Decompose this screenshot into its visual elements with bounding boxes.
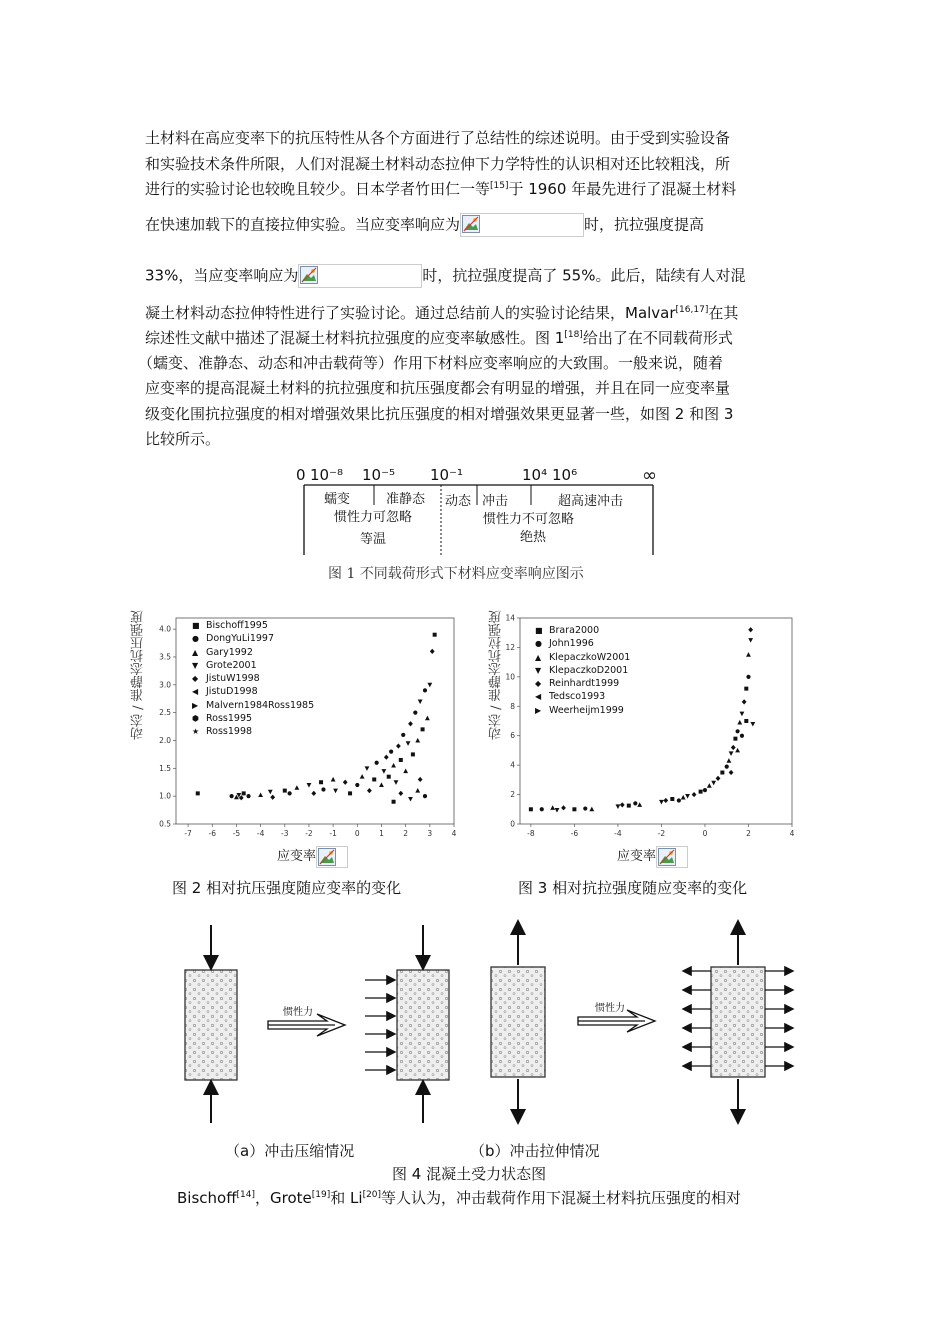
fig2-legend-marker: ■ xyxy=(192,621,200,630)
fig1-inertia-not-negligible: 惯性力不可忽略 xyxy=(483,512,575,527)
fig3-y-tick-label: 10 xyxy=(505,672,515,682)
fig4-lateral-arrows-inward xyxy=(365,980,394,1070)
fig2-legend-label: Ross1998 xyxy=(206,726,253,738)
fig3-data-point xyxy=(740,734,744,738)
fig2-data-point xyxy=(394,780,399,785)
fig2-data-point xyxy=(379,782,384,787)
fig2-x-unit-image xyxy=(316,846,348,868)
body-line-5 xyxy=(145,264,745,288)
fig3-data-point xyxy=(742,699,747,704)
fig3-x-tick-label: -2 xyxy=(657,829,666,838)
fig2-data-point xyxy=(355,783,359,787)
fig3-data-point xyxy=(681,795,686,800)
fig3-legend-marker: ▼ xyxy=(535,665,542,675)
body-line-11: 比较所示。 xyxy=(145,430,221,448)
fig2-data-point xyxy=(381,769,386,774)
fig2-legend-item xyxy=(192,699,314,712)
last-line-text-a: Bischoff xyxy=(177,1189,237,1207)
fig2-data-point xyxy=(268,790,273,795)
fig2-legend-item xyxy=(192,725,314,738)
fig3-x-axis-label-text: 应变率 xyxy=(617,849,657,864)
figure-1-caption: 图 1 不同载荷形式下材料应变率响应图示 xyxy=(328,566,584,582)
fig3-x-tick-label: -8 xyxy=(527,829,535,838)
citation-14: [14] xyxy=(236,1190,256,1200)
fig2-data-point xyxy=(348,791,352,795)
fig2-data-point xyxy=(242,791,246,795)
fig2-data-point xyxy=(401,733,405,737)
fig2-data-point xyxy=(384,755,389,760)
fig2-legend-item xyxy=(192,632,314,645)
fig4-specimen-b1 xyxy=(491,967,545,1077)
equation-image-1 xyxy=(460,213,584,237)
fig3-data-point xyxy=(720,771,724,775)
fig3-data-point xyxy=(736,729,740,733)
body-last-line xyxy=(177,1187,741,1208)
fig2-legend-item xyxy=(192,659,314,672)
fig2-x-tick-label: 2 xyxy=(403,829,409,838)
fig3-legend-marker: ▶ xyxy=(535,705,542,715)
fig2-data-point xyxy=(319,780,323,784)
fig3-data-point xyxy=(726,758,731,763)
fig2-legend-marker: ◆ xyxy=(192,674,199,684)
fig3-x-tick-label: -6 xyxy=(570,829,579,838)
fig3-y-tick-label: 14 xyxy=(505,613,515,623)
fig2-legend-label: JistuW1998 xyxy=(206,673,260,685)
fig3-legend-item xyxy=(535,664,630,677)
body-line-2: 和实验技术条件所限，人们对混凝土材料动态拉伸下力学特性的认识相对还比较粗浅，所 xyxy=(145,155,731,173)
fig3-x-tick-label: -4 xyxy=(614,829,622,838)
fig3-data-point xyxy=(589,807,594,812)
fig3-data-point xyxy=(633,801,637,805)
body-line-1: 土材料在高应变率下的抗压特性从各个方面进行了总结性的综述说明。由于受到实验设备 xyxy=(145,129,731,147)
fig2-data-point xyxy=(283,789,287,793)
fig2-legend-label: JistuD1998 xyxy=(206,686,258,698)
body-line-7-text-b: 给出了在不同载荷形式 xyxy=(582,329,733,347)
fig2-data-point xyxy=(331,777,336,782)
body-line-8: （蠕变、准静态、动态和冲击载荷等）作用下材料应变率响应的大致围。一般来说，随着 xyxy=(138,354,724,372)
fig4-inertia-arrow-a xyxy=(268,1005,345,1036)
fig3-legend-label: Tedsco1993 xyxy=(549,691,606,703)
fig1-tick-1e-5: 10⁻⁵ xyxy=(362,466,396,484)
fig2-x-tick-label: -4 xyxy=(256,829,265,838)
fig3-data-point xyxy=(659,800,664,805)
fig2-data-point xyxy=(270,795,275,800)
fig2-y-tick-label: 2.0 xyxy=(159,735,171,745)
fig3-data-point xyxy=(733,737,737,741)
body-line-3-text: 进行的实验讨论也较晚且较少。日本学者竹田仁一等 xyxy=(145,180,491,198)
fig3-legend-marker: ▲ xyxy=(535,652,542,662)
fig3-x-unit-image xyxy=(656,846,688,868)
fig2-data-point xyxy=(294,785,299,790)
fig2-legend-marker: ▲ xyxy=(192,647,199,657)
last-line-text-d: 等人认为，冲击载荷作用下混凝土材料抗压强度的相对 xyxy=(381,1189,742,1207)
fig2-data-point xyxy=(411,752,415,756)
fig3-legend-item xyxy=(535,624,630,637)
fig3-data-point xyxy=(637,802,642,807)
fig2-data-point xyxy=(408,797,413,802)
fig2-y-tick-label: 1.0 xyxy=(159,791,171,801)
fig2-legend-marker: ⬢ xyxy=(192,714,199,724)
fig3-legend-label: Brara2000 xyxy=(549,625,600,636)
body-line-7-text: 综述性文献中描述了混凝土材料抗拉强度的应变率敏感性。图 1 xyxy=(145,329,565,347)
fig4-subcaption-b: （b）冲击拉伸情况 xyxy=(470,1142,600,1160)
fig3-x-tick-label: 2 xyxy=(746,829,751,838)
fig1-tick-1e6: 10⁶ xyxy=(552,466,578,484)
fig3-legend-item xyxy=(535,651,630,664)
body-line-10: 级变化围抗拉强度的相对增强效果比抗压强度的相对增强效果更显著一些，如图 2 和图 3 xyxy=(145,405,734,423)
fig2-data-point xyxy=(307,783,312,788)
fig3-legend-label: Reinhardt1999 xyxy=(549,678,620,690)
fig2-data-point xyxy=(403,769,408,774)
fig1-inertia-negligible: 惯性力可忽略 xyxy=(334,510,413,525)
broken-image-icon xyxy=(658,848,676,866)
fig1-tick-infinity: ∞ xyxy=(642,465,657,486)
fig1-adiabatic: 绝热 xyxy=(520,530,547,545)
fig2-data-point xyxy=(396,743,401,748)
fig3-legend-marker: ◆ xyxy=(535,679,542,689)
fig2-data-point xyxy=(423,794,427,798)
last-line-text-c: 和 Li xyxy=(330,1189,363,1207)
fig2-legend-item xyxy=(192,646,314,659)
fig2-data-point xyxy=(365,766,370,771)
fig3-data-point xyxy=(744,687,748,691)
fig3-legend xyxy=(535,624,630,717)
fig2-data-point xyxy=(391,763,396,768)
fig4-specimen-a2 xyxy=(397,970,449,1080)
fig1-region-creep: 蠕变 xyxy=(324,492,351,507)
fig3-data-point xyxy=(572,807,576,811)
fig2-x-tick-label: -6 xyxy=(208,829,217,838)
fig2-legend-marker: ▼ xyxy=(192,660,199,670)
fig2-x-axis-label xyxy=(277,845,348,868)
fig3-data-point xyxy=(740,712,745,717)
fig3-data-point xyxy=(729,770,734,775)
broken-image-icon xyxy=(300,266,318,284)
fig2-data-point xyxy=(398,791,403,796)
fig3-data-point xyxy=(677,798,681,802)
fig2-legend-item xyxy=(192,619,314,632)
body-line-3-text-b: 于 1960 年最先进行了混凝土材料 xyxy=(508,180,737,198)
fig3-data-point xyxy=(750,722,755,727)
body-line-6-text: 凝土材料动态拉伸特性进行了实验讨论。通过总结前人的实验讨论结果，Malvar xyxy=(145,304,676,322)
fig2-data-point xyxy=(418,700,423,705)
fig2-legend-label: Grote2001 xyxy=(206,659,257,671)
fig3-data-point xyxy=(561,805,566,810)
fig3-legend-item xyxy=(535,690,630,703)
fig2-x-tick-label: 4 xyxy=(451,829,457,838)
fig1-tick-0: 0 xyxy=(296,466,306,484)
fig3-legend-marker: ■ xyxy=(535,626,543,635)
fig2-legend-item xyxy=(192,712,314,725)
fig2-data-point xyxy=(430,649,435,654)
fig3-y-axis-label: 动态 / 准静态抗拉强度 xyxy=(489,610,504,740)
fig3-x-tick-label: 4 xyxy=(789,829,795,838)
body-line-4-text: 在快速加载下的直接拉伸实验。当应变率响应为 xyxy=(145,215,461,234)
citation-20: [20] xyxy=(362,1190,382,1200)
fig3-legend-label: KlepaczkoW2001 xyxy=(549,651,631,663)
fig2-data-point xyxy=(418,777,423,782)
fig3-legend-item xyxy=(535,637,630,650)
fig3-data-point xyxy=(663,798,668,803)
body-line-3 xyxy=(145,178,736,199)
fig2-y-tick-label: 1.5 xyxy=(159,763,171,773)
fig3-data-point xyxy=(540,807,544,811)
fig2-data-point xyxy=(372,777,376,781)
citation-16-17: [16,17] xyxy=(675,305,709,315)
fig2-data-point xyxy=(311,791,316,796)
fig2-y-tick-label: 4.0 xyxy=(159,624,171,634)
fig3-data-point xyxy=(685,794,690,799)
fig3-data-point xyxy=(735,748,740,753)
fig3-data-point xyxy=(627,804,631,808)
fig2-data-point xyxy=(425,716,430,721)
fig3-legend-item xyxy=(535,677,630,690)
fig3-legend-label: KlepaczkoD2001 xyxy=(549,664,629,676)
fig2-data-point xyxy=(333,789,338,794)
fig2-data-point xyxy=(230,794,234,798)
fig2-y-tick-label: 0.5 xyxy=(159,819,171,829)
fig1-isothermal: 等温 xyxy=(360,532,387,547)
fig3-data-point xyxy=(555,808,560,813)
fig2-x-tick-label: 3 xyxy=(427,829,433,838)
fig3-data-point xyxy=(550,805,555,810)
fig2-legend-label: Gary1992 xyxy=(206,646,253,658)
fig1-region-quasistatic: 准静态 xyxy=(386,492,426,507)
fig3-y-tick-label: 8 xyxy=(510,701,515,711)
fig2-data-point xyxy=(387,775,391,779)
fig3-legend-item xyxy=(535,704,630,717)
fig3-data-point xyxy=(737,720,742,725)
fig3-legend-label: John1996 xyxy=(549,638,594,650)
fig2-x-tick-label: -3 xyxy=(281,829,289,838)
fig2-legend-label: Malvern1984Ross1985 xyxy=(206,699,315,711)
fig4-subcaption-a: （a）冲击压缩情况 xyxy=(225,1142,355,1160)
fig2-x-tick-label: 0 xyxy=(354,829,360,838)
fig2-x-axis-label-text: 应变率 xyxy=(277,849,317,864)
fig2-y-tick-label: 3.5 xyxy=(159,652,171,662)
fig2-data-point xyxy=(288,791,292,795)
fig1-tick-1e4: 10⁴ xyxy=(522,466,548,484)
fig2-data-point xyxy=(423,688,427,692)
fig3-data-point xyxy=(746,675,750,679)
last-line-text-b: ，Grote xyxy=(255,1189,312,1207)
body-line-5-text-b: 时，抗拉强度提高了 55%。此后，陆续有人对混 xyxy=(422,266,746,285)
fig3-data-point xyxy=(748,638,753,643)
fig1-region-hypervelocity: 超高速冲击 xyxy=(558,494,624,509)
fig3-data-point xyxy=(731,745,736,750)
fig2-data-point xyxy=(433,633,437,637)
fig3-data-point xyxy=(703,788,707,792)
fig2-legend-marker: ▶ xyxy=(192,700,199,710)
fig3-data-point xyxy=(529,807,533,811)
fig2-y-tick-label: 2.5 xyxy=(159,708,171,718)
citation-19: [19] xyxy=(311,1190,331,1200)
fig2-data-point xyxy=(360,774,365,779)
fig1-tick-1e-8: 10⁻⁸ xyxy=(310,466,344,484)
fig2-data-point xyxy=(246,794,250,798)
fig2-y-tick-label: 3.0 xyxy=(159,680,171,690)
fig2-x-tick-label: -2 xyxy=(305,829,313,838)
fig2-data-point xyxy=(427,683,432,688)
fig2-data-point xyxy=(413,711,417,715)
fig4-inertia-label-b: 惯性力 xyxy=(595,1003,625,1014)
fig2-data-point xyxy=(421,727,425,731)
fig2-data-point xyxy=(258,792,263,797)
fig3-data-point xyxy=(729,751,734,756)
figure-1-strain-rate-scale xyxy=(290,460,670,560)
fig3-data-point xyxy=(620,802,625,807)
fig3-data-point xyxy=(744,719,748,723)
fig3-data-point xyxy=(616,804,621,809)
fig3-y-tick-label: 12 xyxy=(505,642,515,652)
fig2-data-point xyxy=(375,761,379,765)
fig2-data-point xyxy=(196,791,200,795)
fig3-data-point xyxy=(699,790,703,794)
fig1-tick-1e-1: 10⁻¹ xyxy=(430,466,464,484)
fig2-data-point xyxy=(406,741,411,746)
fig3-y-tick-label: 6 xyxy=(510,731,515,741)
fig2-legend-marker: ◀ xyxy=(192,687,199,697)
fig3-y-tick-label: 0 xyxy=(510,819,515,829)
body-line-5-text: 33%，当应变率响应为 xyxy=(145,266,299,285)
figure-2-caption: 图 2 相对抗压强度随应变率的变化 xyxy=(172,879,402,897)
fig3-data-point xyxy=(748,627,753,632)
fig2-legend-item xyxy=(192,685,314,698)
body-line-6-text-b: 在其 xyxy=(708,304,739,322)
figure-4-caption: 图 4 混凝土受力状态图 xyxy=(392,1165,547,1183)
fig3-y-tick-label: 4 xyxy=(510,760,515,770)
fig2-data-point xyxy=(321,787,325,791)
broken-image-icon xyxy=(462,215,480,233)
fig2-y-axis-label: 动态 / 准静态抗压强度 xyxy=(131,610,146,740)
fig3-data-point xyxy=(725,765,729,769)
fig2-legend-label: DongYuLi1997 xyxy=(206,633,275,645)
figure-4-stress-state-diagram xyxy=(165,915,815,1135)
citation-15: [15] xyxy=(490,181,509,191)
fig2-data-point xyxy=(415,738,420,743)
fig2-x-tick-label: -5 xyxy=(232,829,241,838)
fig2-legend-item xyxy=(192,672,314,685)
fig2-x-tick-label: 1 xyxy=(379,829,384,838)
fig3-data-point xyxy=(707,783,712,788)
fig3-legend-label: Weerheijm1999 xyxy=(549,704,624,716)
citation-18: [18] xyxy=(564,330,583,340)
fig4-specimen-a1 xyxy=(185,970,237,1080)
fig3-x-axis-label xyxy=(617,845,688,868)
equation-image-2 xyxy=(298,264,422,288)
body-line-7 xyxy=(145,327,733,348)
fig4-specimen-b2 xyxy=(711,967,765,1077)
fig2-data-point xyxy=(399,758,403,762)
fig1-region-dynamic: 动态 xyxy=(445,494,472,509)
broken-image-icon xyxy=(318,848,336,866)
body-line-4-text-b: 时，抗拉强度提高 xyxy=(584,215,705,234)
fig2-legend-label: Ross1995 xyxy=(206,713,253,725)
fig2-data-point xyxy=(392,800,396,804)
fig2-data-point xyxy=(367,788,372,793)
fig2-legend-label: Bischoff1995 xyxy=(206,620,268,631)
fig4-inertia-arrow-b xyxy=(578,1001,655,1032)
fig2-data-point xyxy=(408,721,413,726)
fig3-legend-marker: ◀ xyxy=(535,692,542,702)
figure-3-caption: 图 3 相对抗拉强度随应变率的变化 xyxy=(518,879,748,897)
fig2-data-point xyxy=(389,750,393,754)
fig3-y-tick-label: 2 xyxy=(510,790,515,800)
fig3-x-tick-label: 0 xyxy=(702,829,708,838)
fig2-data-point xyxy=(343,780,348,785)
fig2-data-point xyxy=(415,788,420,793)
body-line-4 xyxy=(145,213,704,237)
body-line-9: 应变率的提高混凝土材料的抗拉强度和抗压强度都会有明显的增强，并且在同一应变率量 xyxy=(145,379,731,397)
fig3-data-point xyxy=(716,776,721,781)
fig3-data-point xyxy=(692,792,697,797)
fig4-inertia-label-a: 惯性力 xyxy=(283,1007,313,1018)
fig2-legend-marker: ★ xyxy=(192,727,200,737)
fig3-data-point xyxy=(670,797,674,801)
body-line-6 xyxy=(145,302,738,323)
fig2-x-tick-label: -1 xyxy=(329,829,337,838)
fig2-x-tick-label: -7 xyxy=(184,829,192,838)
fig3-data-point xyxy=(746,652,751,657)
fig1-region-impact: 冲击 xyxy=(482,494,509,509)
fig3-data-point xyxy=(711,781,716,786)
fig2-legend xyxy=(192,619,314,739)
fig3-data-point xyxy=(583,806,587,810)
fig3-legend-marker: ● xyxy=(535,639,542,649)
fig2-legend-marker: ● xyxy=(192,634,199,644)
